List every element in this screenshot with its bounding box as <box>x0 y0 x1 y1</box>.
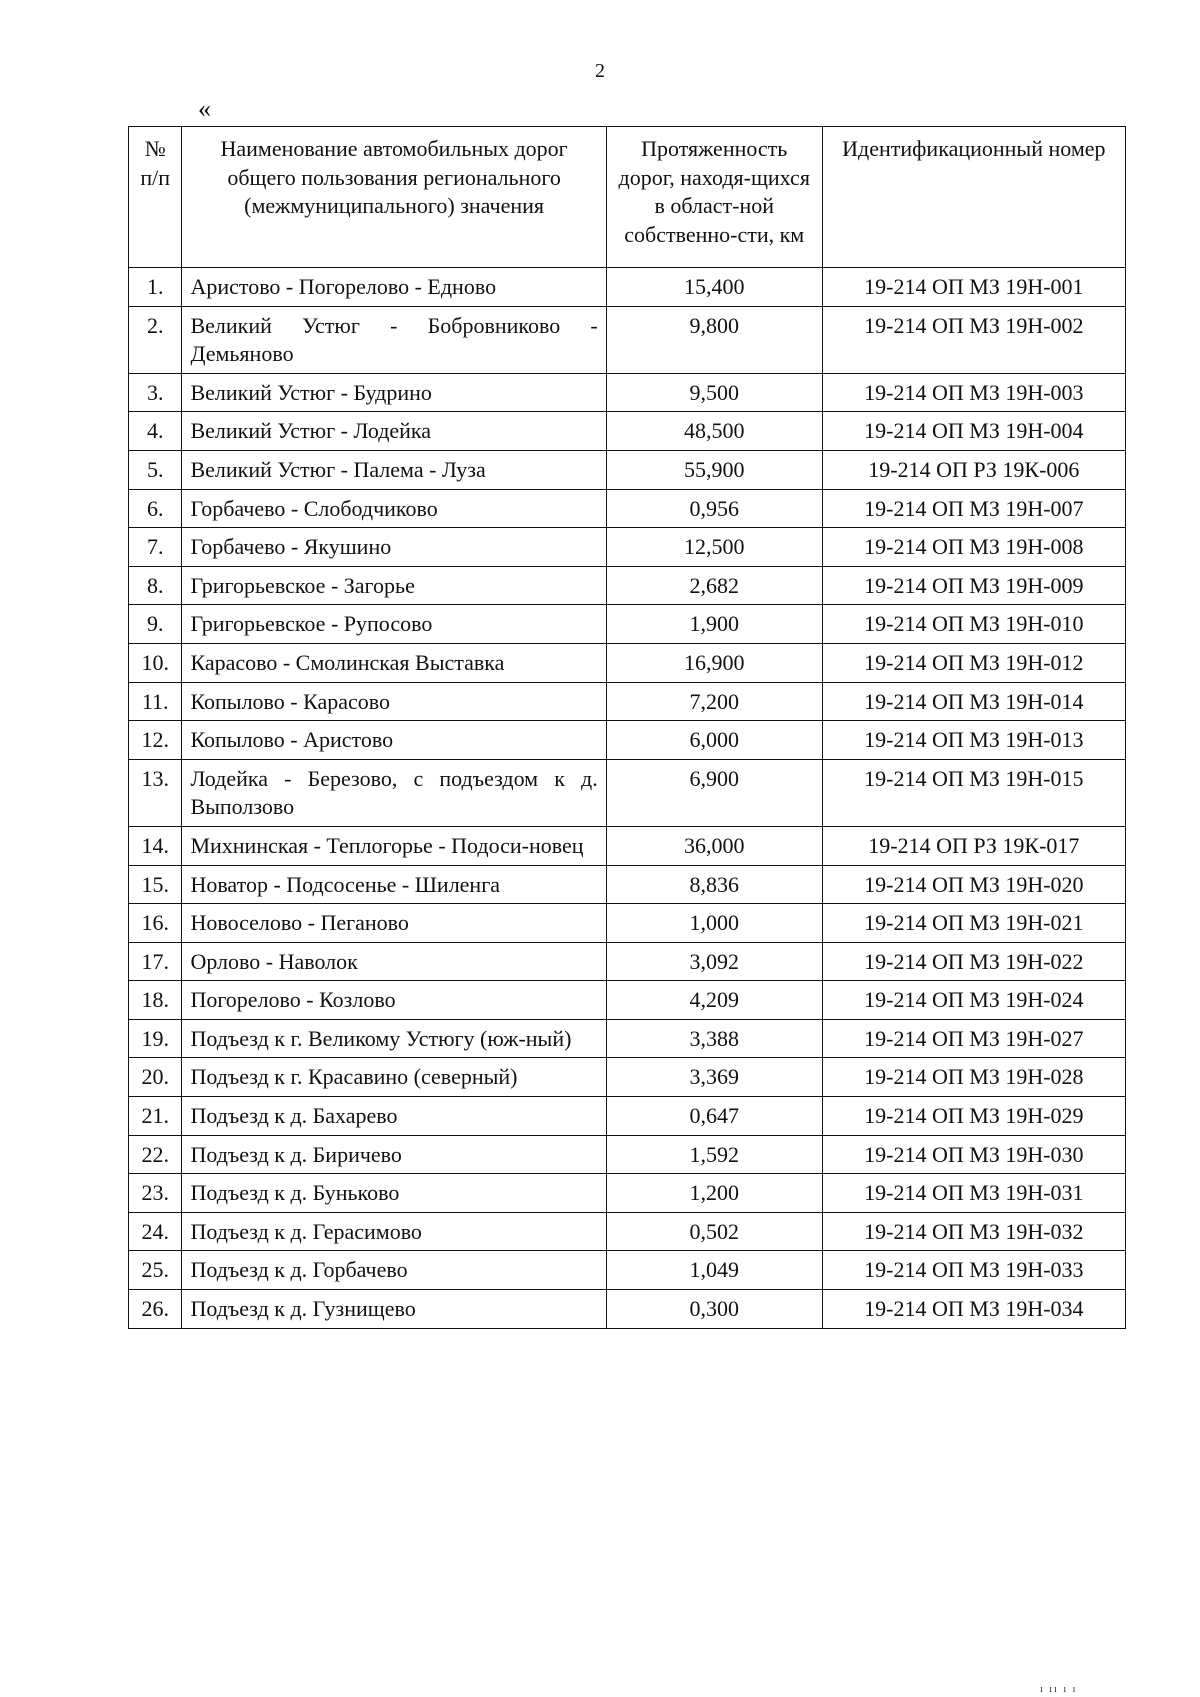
road-id-number: 19-214 ОП МЗ 19Н-002 <box>822 306 1125 373</box>
table-row <box>129 1290 1126 1329</box>
table-row <box>129 759 1126 826</box>
road-id-number: 19-214 ОП МЗ 19Н-007 <box>822 489 1125 528</box>
row-number: 6. <box>129 489 182 528</box>
row-number: 4. <box>129 412 182 451</box>
road-length: 3,369 <box>606 1058 822 1097</box>
row-number: 2. <box>129 306 182 373</box>
table-body <box>129 268 1126 1329</box>
road-name: Лодейка - Березово, с подъездом к д. Выползово <box>182 759 606 826</box>
road-id-number: 19-214 ОП МЗ 19Н-032 <box>822 1212 1125 1251</box>
row-number: 16. <box>129 904 182 943</box>
header-identification-number: Идентификационный номер <box>822 127 1125 268</box>
road-length: 48,500 <box>606 412 822 451</box>
road-id-number: 19-214 ОП МЗ 19Н-027 <box>822 1019 1125 1058</box>
row-number: 24. <box>129 1212 182 1251</box>
header-length: Протяженность дорог, находя-щихся в област-ной собственно-сти, км <box>606 127 822 268</box>
road-id-number: 19-214 ОП МЗ 19Н-014 <box>822 682 1125 721</box>
row-number: 1. <box>129 268 182 307</box>
row-number: 17. <box>129 942 182 981</box>
road-id-number: 19-214 ОП МЗ 19Н-029 <box>822 1097 1125 1136</box>
road-length: 8,836 <box>606 865 822 904</box>
road-name: Великий Устюг - Бобровниково - Демьяново <box>182 306 606 373</box>
road-length: 16,900 <box>606 643 822 682</box>
table-row <box>129 1212 1126 1251</box>
road-length: 1,049 <box>606 1251 822 1290</box>
table-row <box>129 865 1126 904</box>
road-length: 0,300 <box>606 1290 822 1329</box>
road-name: Великий Устюг - Будрино <box>182 373 606 412</box>
road-id-number: 19-214 ОП МЗ 19Н-010 <box>822 605 1125 644</box>
table-row <box>129 1174 1126 1213</box>
table-row <box>129 682 1126 721</box>
road-length: 3,092 <box>606 942 822 981</box>
row-number: 23. <box>129 1174 182 1213</box>
row-number: 19. <box>129 1019 182 1058</box>
table-row <box>129 1097 1126 1136</box>
road-name: Подъезд к д. Бахарево <box>182 1097 606 1136</box>
page-number: 2 <box>595 60 605 82</box>
road-id-number: 19-214 ОП РЗ 19К-017 <box>822 826 1125 865</box>
road-id-number: 19-214 ОП МЗ 19Н-015 <box>822 759 1125 826</box>
road-name: Подъезд к д. Буньково <box>182 1174 606 1213</box>
road-id-number: 19-214 ОП МЗ 19Н-022 <box>822 942 1125 981</box>
road-name: Подъезд к г. Великому Устюгу (юж-ный) <box>182 1019 606 1058</box>
road-length: 3,388 <box>606 1019 822 1058</box>
road-length: 1,900 <box>606 605 822 644</box>
road-name: Орлово - Наволок <box>182 942 606 981</box>
table-row <box>129 1058 1126 1097</box>
header-number: № п/п <box>129 127 182 268</box>
table-row <box>129 605 1126 644</box>
road-id-number: 19-214 ОП МЗ 19Н-004 <box>822 412 1125 451</box>
row-number: 25. <box>129 1251 182 1290</box>
row-number: 26. <box>129 1290 182 1329</box>
road-name: Подъезд к д. Биричево <box>182 1135 606 1174</box>
road-id-number: 19-214 ОП МЗ 19Н-030 <box>822 1135 1125 1174</box>
table-row <box>129 826 1126 865</box>
row-number: 14. <box>129 826 182 865</box>
road-id-number: 19-214 ОП МЗ 19Н-028 <box>822 1058 1125 1097</box>
road-name: Новатор - Подсосенье - Шиленга <box>182 865 606 904</box>
row-number: 15. <box>129 865 182 904</box>
road-name: Новоселово - Пеганово <box>182 904 606 943</box>
table-row <box>129 566 1126 605</box>
row-number: 7. <box>129 528 182 567</box>
table-row <box>129 643 1126 682</box>
row-number: 9. <box>129 605 182 644</box>
row-number: 3. <box>129 373 182 412</box>
row-number: 11. <box>129 682 182 721</box>
table-row <box>129 489 1126 528</box>
road-length: 7,200 <box>606 682 822 721</box>
road-name: Копылово - Аристово <box>182 721 606 760</box>
road-id-number: 19-214 ОП МЗ 19Н-021 <box>822 904 1125 943</box>
row-number: 10. <box>129 643 182 682</box>
road-length: 2,682 <box>606 566 822 605</box>
road-name: Подъезд к д. Герасимово <box>182 1212 606 1251</box>
road-length: 9,800 <box>606 306 822 373</box>
road-name: Карасово - Смолинская Выставка <box>182 643 606 682</box>
header-road-name: Наименование автомобильных дорог общего пользования регионального (межмуниципального) значения <box>182 127 606 268</box>
road-length: 1,000 <box>606 904 822 943</box>
row-number: 5. <box>129 450 182 489</box>
row-number: 13. <box>129 759 182 826</box>
road-length: 9,500 <box>606 373 822 412</box>
scan-edge-marks: ı ıı ı ı <box>1040 1684 1078 1695</box>
road-id-number: 19-214 ОП МЗ 19Н-020 <box>822 865 1125 904</box>
table-row <box>129 528 1126 567</box>
road-name: Погорелово - Козлово <box>182 981 606 1020</box>
road-length: 15,400 <box>606 268 822 307</box>
road-name: Великий Устюг - Палема - Луза <box>182 450 606 489</box>
road-name: Подъезд к г. Красавино (северный) <box>182 1058 606 1097</box>
road-id-number: 19-214 ОП МЗ 19Н-031 <box>822 1174 1125 1213</box>
table-row <box>129 450 1126 489</box>
road-id-number: 19-214 ОП МЗ 19Н-012 <box>822 643 1125 682</box>
road-id-number: 19-214 ОП МЗ 19Н-003 <box>822 373 1125 412</box>
road-name: Михнинская - Теплогорье - Подоси-новец <box>182 826 606 865</box>
road-length: 1,200 <box>606 1174 822 1213</box>
road-length: 0,956 <box>606 489 822 528</box>
table-row <box>129 268 1126 307</box>
table-row <box>129 1251 1126 1290</box>
road-id-number: 19-214 ОП МЗ 19Н-033 <box>822 1251 1125 1290</box>
road-name: Великий Устюг - Лодейка <box>182 412 606 451</box>
table-row <box>129 942 1126 981</box>
road-name: Копылово - Карасово <box>182 682 606 721</box>
row-number: 8. <box>129 566 182 605</box>
road-id-number: 19-214 ОП МЗ 19Н-013 <box>822 721 1125 760</box>
road-length: 0,647 <box>606 1097 822 1136</box>
table-row <box>129 412 1126 451</box>
row-number: 22. <box>129 1135 182 1174</box>
table-row <box>129 1019 1126 1058</box>
road-length: 55,900 <box>606 450 822 489</box>
road-id-number: 19-214 ОП МЗ 19Н-024 <box>822 981 1125 1020</box>
road-id-number: 19-214 ОП РЗ 19К-006 <box>822 450 1125 489</box>
row-number: 18. <box>129 981 182 1020</box>
road-id-number: 19-214 ОП МЗ 19Н-001 <box>822 268 1125 307</box>
road-name: Горбачево - Слободчиково <box>182 489 606 528</box>
header-row <box>129 127 1126 268</box>
road-name: Аристово - Погорелово - Едново <box>182 268 606 307</box>
road-id-number: 19-214 ОП МЗ 19Н-034 <box>822 1290 1125 1329</box>
table-row <box>129 721 1126 760</box>
road-length: 4,209 <box>606 981 822 1020</box>
opening-quote-mark: « <box>198 94 211 123</box>
road-length: 1,592 <box>606 1135 822 1174</box>
row-number: 12. <box>129 721 182 760</box>
road-id-number: 19-214 ОП МЗ 19Н-009 <box>822 566 1125 605</box>
row-number: 21. <box>129 1097 182 1136</box>
table-row <box>129 981 1126 1020</box>
road-name: Горбачево - Якушино <box>182 528 606 567</box>
table-row <box>129 306 1126 373</box>
road-name: Подъезд к д. Горбачево <box>182 1251 606 1290</box>
road-id-number: 19-214 ОП МЗ 19Н-008 <box>822 528 1125 567</box>
road-length: 6,000 <box>606 721 822 760</box>
road-length: 0,502 <box>606 1212 822 1251</box>
road-length: 12,500 <box>606 528 822 567</box>
row-number: 20. <box>129 1058 182 1097</box>
table-row <box>129 904 1126 943</box>
road-name: Григорьевское - Рупосово <box>182 605 606 644</box>
road-name: Подъезд к д. Гузнищево <box>182 1290 606 1329</box>
table-row <box>129 373 1126 412</box>
road-length: 36,000 <box>606 826 822 865</box>
road-length: 6,900 <box>606 759 822 826</box>
roads-table <box>128 126 1126 1329</box>
table-header <box>129 127 1126 268</box>
table-row <box>129 1135 1126 1174</box>
road-name: Григорьевское - Загорье <box>182 566 606 605</box>
